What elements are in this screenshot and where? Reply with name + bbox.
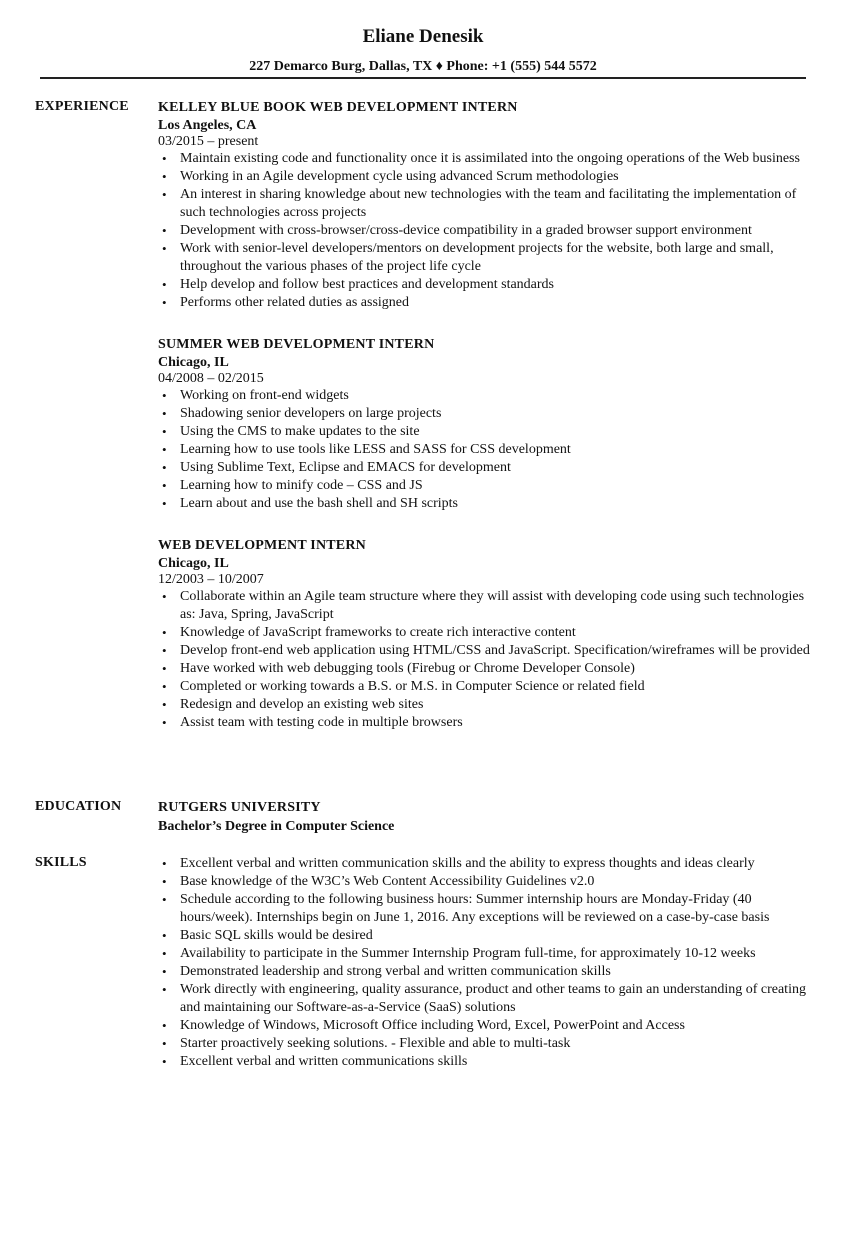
skill-item	[158, 945, 818, 963]
header-divider	[40, 77, 806, 79]
bullet-icon: •	[162, 496, 167, 511]
duty-item	[158, 678, 818, 696]
job-title: KELLEY BLUE BOOK WEB DEVELOPMENT INTERN	[158, 100, 518, 115]
skill-item	[158, 981, 818, 1017]
bullet-icon: •	[162, 478, 167, 493]
skill-item	[158, 927, 818, 945]
education-heading: EDUCATION	[35, 799, 122, 814]
duty-text: Develop front-end web application using HTML/CSS and JavaScript. Specification/wireframes will be provided	[180, 643, 810, 658]
education-content	[158, 799, 818, 837]
duty-item	[158, 495, 818, 513]
job-location: Chicago, IL	[158, 355, 229, 370]
skill-text: Availability to participate in the Summer Internship Program full-time, for approximately 10-12 weeks	[180, 946, 756, 961]
duty-item	[158, 186, 818, 222]
bullet-icon: •	[162, 187, 167, 202]
bullet-icon: •	[162, 946, 167, 961]
duty-text: An interest in sharing knowledge about new technologies with the team and facilitating the implementation of such technologies across projects	[180, 187, 797, 220]
skill-text: Demonstrated leadership and strong verbal and written communication skills	[180, 964, 611, 979]
duty-text: Have worked with web debugging tools (Firebug or Chrome Developer Console)	[180, 661, 635, 676]
duty-item	[158, 696, 818, 714]
bullet-icon: •	[162, 169, 167, 184]
school-name: RUTGERS UNIVERSITY	[158, 800, 321, 815]
skill-text: Basic SQL skills would be desired	[180, 928, 373, 943]
bullet-icon: •	[162, 424, 167, 439]
duty-item	[158, 588, 818, 624]
bullet-icon: •	[162, 277, 167, 292]
bullet-icon: •	[162, 964, 167, 979]
skill-text: Schedule according to the following business hours: Summer internship hours are Monday-Friday (40 hours/week). Internships begin on June 1, 2016. Any exceptions will be reviewed on a case-by-case basis	[180, 892, 770, 925]
skill-text: Excellent verbal and written communication skills and the ability to express thoughts and ideas clearly	[180, 856, 755, 871]
skills-heading: SKILLS	[35, 855, 87, 870]
skill-item	[158, 1035, 818, 1053]
bullet-icon: •	[162, 1018, 167, 1033]
skill-item	[158, 855, 818, 873]
duty-item	[158, 150, 818, 168]
bullet-icon: •	[162, 874, 167, 889]
bullet-icon: •	[162, 388, 167, 403]
duty-item	[158, 660, 818, 678]
job-title: WEB DEVELOPMENT INTERN	[158, 538, 366, 553]
job-location: Los Angeles, CA	[158, 118, 257, 133]
contact-line: 227 Demarco Burg, Dallas, TX ♦ Phone: +1 (555) 544 5572	[249, 59, 597, 74]
duty-text: Working on front-end widgets	[180, 388, 349, 403]
bullet-icon: •	[162, 241, 167, 256]
duty-text: Completed or working towards a B.S. or M.S. in Computer Science or related field	[180, 679, 645, 694]
duty-text: Working in an Agile development cycle using advanced Scrum methodologies	[180, 169, 619, 184]
duty-text: Redesign and develop an existing web sites	[180, 697, 424, 712]
duty-text: Help develop and follow best practices and development standards	[180, 277, 554, 292]
job-location: Chicago, IL	[158, 556, 229, 571]
bullet-icon: •	[162, 406, 167, 421]
bullet-icon: •	[162, 460, 167, 475]
duty-item	[158, 168, 818, 186]
skills-list	[158, 855, 818, 1071]
duty-text: Shadowing senior developers on large projects	[180, 406, 442, 421]
bullet-icon: •	[162, 928, 167, 943]
duty-text: Development with cross-browser/cross-device compatibility in a graded browser support environment	[180, 223, 752, 238]
job-entry	[158, 336, 818, 513]
duty-item	[158, 477, 818, 495]
duty-item	[158, 624, 818, 642]
skill-item	[158, 1053, 818, 1071]
duty-text: Learn about and use the bash shell and SH scripts	[180, 496, 458, 511]
duty-text: Maintain existing code and functionality once it is assimilated into the ongoing operations of the Web business	[180, 151, 800, 166]
bullet-icon: •	[162, 1036, 167, 1051]
duty-text: Learning how to use tools like LESS and SASS for CSS development	[180, 442, 571, 457]
bullet-icon: •	[162, 625, 167, 640]
duty-item	[158, 276, 818, 294]
job-entry	[158, 99, 818, 312]
bullet-icon: •	[162, 679, 167, 694]
duty-item	[158, 240, 818, 276]
duty-item	[158, 294, 818, 312]
skill-text: Excellent verbal and written communications skills	[180, 1054, 468, 1069]
job-dates: 03/2015 – present	[158, 134, 259, 149]
duty-text: Performs other related duties as assigned	[180, 295, 409, 310]
bullet-icon: •	[162, 295, 167, 310]
job-duties-list	[158, 588, 818, 732]
duty-item	[158, 405, 818, 423]
duty-text: Assist team with testing code in multiple browsers	[180, 715, 463, 730]
skill-text: Work directly with engineering, quality assurance, product and other teams to gain an understanding of creating and maintaining our Software-as-a-Service (SaaS) solutions	[180, 982, 806, 1015]
duty-item	[158, 441, 818, 459]
skills-content	[158, 855, 818, 1071]
bullet-icon: •	[162, 1054, 167, 1069]
bullet-icon: •	[162, 442, 167, 457]
duty-item	[158, 714, 818, 732]
skill-item	[158, 891, 818, 927]
job-dates: 12/2003 – 10/2007	[158, 572, 264, 587]
bullet-icon: •	[162, 661, 167, 676]
job-title: SUMMER WEB DEVELOPMENT INTERN	[158, 337, 435, 352]
skill-text: Knowledge of Windows, Microsoft Office including Word, Excel, PowerPoint and Access	[180, 1018, 685, 1033]
duty-item	[158, 423, 818, 441]
bullet-icon: •	[162, 697, 167, 712]
skill-text: Starter proactively seeking solutions. - Flexible and able to multi-task	[180, 1036, 571, 1051]
job-duties-list	[158, 387, 818, 513]
duty-text: Using Sublime Text, Eclipse and EMACS for development	[180, 460, 511, 475]
duty-text: Using the CMS to make updates to the site	[180, 424, 420, 439]
degree-name: Bachelor’s Degree in Computer Science	[158, 819, 395, 834]
skill-item	[158, 963, 818, 981]
bullet-icon: •	[162, 856, 167, 871]
duty-item	[158, 459, 818, 477]
duty-text: Learning how to minify code – CSS and JS	[180, 478, 423, 493]
bullet-icon: •	[162, 643, 167, 658]
experience-content	[158, 99, 818, 756]
duty-text: Work with senior-level developers/mentors on development projects for the website, both large and small, throughout the various phases of the project life cycle	[180, 241, 774, 274]
job-duties-list	[158, 150, 818, 312]
skill-item	[158, 873, 818, 891]
bullet-icon: •	[162, 223, 167, 238]
duty-item	[158, 642, 818, 660]
bullet-icon: •	[162, 982, 167, 997]
experience-heading: EXPERIENCE	[35, 99, 129, 114]
duty-text: Collaborate within an Agile team structure where they will assist with developing code using such technologies as: Java, Spring, JavaScript	[180, 589, 805, 622]
skill-item	[158, 1017, 818, 1035]
job-dates: 04/2008 – 02/2015	[158, 371, 264, 386]
duty-text: Knowledge of JavaScript frameworks to create rich interactive content	[180, 625, 576, 640]
duty-item	[158, 222, 818, 240]
bullet-icon: •	[162, 589, 167, 604]
bullet-icon: •	[162, 715, 167, 730]
duty-item	[158, 387, 818, 405]
job-entry	[158, 537, 818, 732]
candidate-name: Eliane Denesik	[362, 26, 484, 47]
skill-text: Base knowledge of the W3C’s Web Content Accessibility Guidelines v2.0	[180, 874, 595, 889]
bullet-icon: •	[162, 151, 167, 166]
bullet-icon: •	[162, 892, 167, 907]
